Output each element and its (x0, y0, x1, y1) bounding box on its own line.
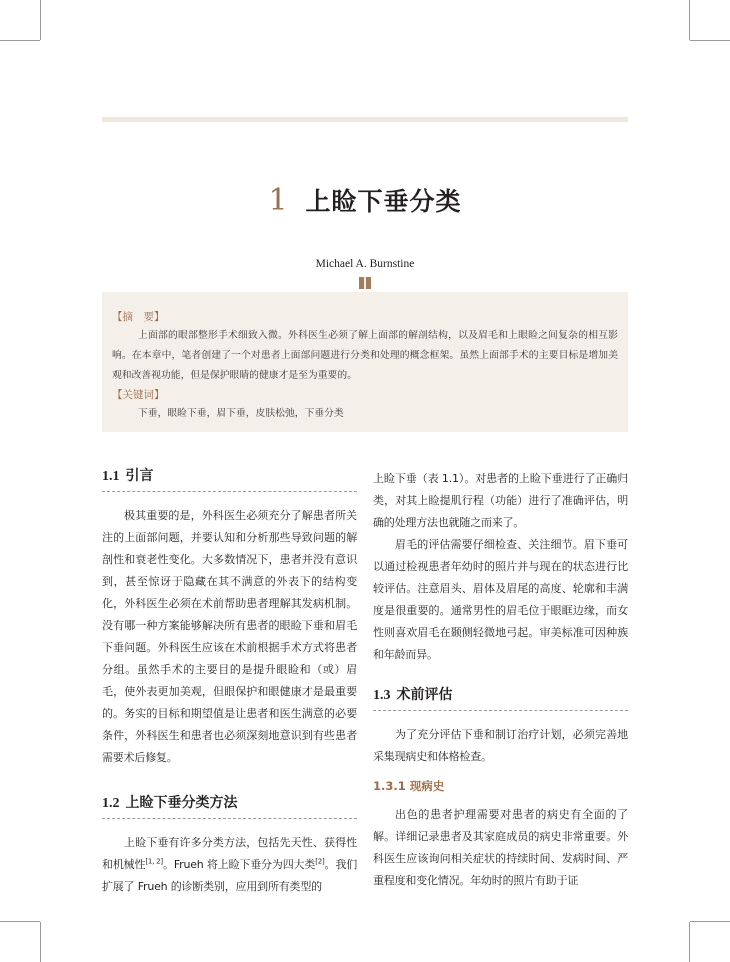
crop-mark-top-left-h (0, 40, 40, 41)
crop-mark-bottom-left-v (40, 922, 41, 962)
text-run: 。我们扩展了 Frueh 的诊断类别，应用到所有类型的 (102, 858, 357, 893)
paragraph: 出色的患者护理需要对患者的病史有全面的了解。详细记录患者及其家庭成员的病史非常重要。外科医生应该询问相关症状的持续时间、发病时间、严重程度和变化情况。年幼时的照片有助于证 (373, 808, 628, 887)
right-column (373, 468, 628, 892)
section-title: 引言 (125, 468, 154, 484)
crop-mark-bottom-left-h (0, 921, 40, 922)
paragraph-continued: 上睑下垂（表 1.1）。对患者的上睑下垂进行了正确归类，对其上睑提肌行程（功能）进行了准确评估，明确的处理方法也就随之而来了。 (373, 472, 628, 529)
keywords-label: 【关键词】 (112, 389, 165, 401)
chapter-title-text: 上睑下垂分类 (305, 187, 462, 216)
section-heading-1-2 (102, 792, 357, 819)
paragraph (102, 832, 357, 898)
keywords-text: 下垂，眼睑下垂，眉下垂，皮肤松弛，下垂分类 (138, 408, 344, 419)
text-run: 。Frueh 将上睑下垂分为四大类 (162, 858, 316, 871)
chapter-number: 1 (268, 182, 288, 218)
subsection-heading-1-3-1 (373, 778, 628, 794)
author: Michael A. Burnstine (315, 258, 415, 270)
left-column (102, 465, 357, 898)
citation: [1, 2] (145, 857, 163, 866)
paragraph: 眉毛的评估需要仔细检查、关注细节。眉下垂可以通过检视患者年幼时的照片并与现在的状态进行比较评估。注意眉头、眉体及眉尾的高度、轮廓和丰满度是很重要的。通常男性的眉毛位于眼眶边缘，而女性则喜欢眉毛在颞侧轻微地弓起。审美标准可因种族和年龄而异。 (373, 538, 628, 661)
section-number: 1.3 (373, 688, 391, 703)
crop-mark-bottom-right-v (689, 922, 690, 962)
crop-mark-top-right-v (689, 0, 690, 40)
abstract-text: 上面部的眼部整形手术细致入微。外科医生必须了解上面部的解剖结构，以及眉毛和上眼睑之间复杂的相互影响。在本章中，笔者创建了一个对患者上面部问题进行分类和处理的概念框架。虽然上面部手术的主要目标是增加美观和改善视功能，但是保护眼睛的健康才是至为重要的。 (112, 330, 618, 381)
section-number: 1.2 (102, 796, 120, 811)
text-run: 上睑下垂有许多分类方法，包括先天性、获得性和机械性 (102, 836, 357, 871)
crop-mark-top-right-h (690, 40, 730, 41)
citation: [2] (315, 857, 325, 866)
section-title: 术前评估 (396, 687, 453, 703)
paragraph: 极其重要的是，外科医生必须充分了解患者所关注的上面部问题，并要认知和分析那些导致问题的解剖性和衰老性变化。大多数情况下，患者并没有意识到，甚至惊讶于隐藏在其不满意的外表下的结构变化，外科医生必须在术前帮助患者理解其发病机制。没有哪一种方案能够解决所有患者的眼睑下垂和眉毛下垂问题。外科医生应该在术前根据手术方式将患者分组。虽然手术的主要目的是提升眼睑和（或）眉毛，使外表更加美观，但眼保护和眼健康才是最重要的。务实的目标和期望值是让患者和医生满意的必要条件，外科医生和患者也必须深刻地意识到有些患者需要术后修复。 (102, 509, 357, 764)
crop-mark-top-left-v (40, 0, 41, 40)
chapter-title (0, 182, 730, 218)
abstract-box (102, 292, 628, 432)
subsection-number: 1.3.1 (373, 779, 406, 793)
abstract-label: 【摘 要】 (112, 311, 165, 323)
section-title: 上睑下垂分类方法 (125, 795, 238, 811)
paragraph: 为了充分评估下垂和制订治疗计划，必须完善地采集现病史和体格检查。 (373, 728, 628, 763)
author-ornament (359, 277, 371, 289)
subsection-title: 现病史 (409, 779, 445, 793)
crop-mark-bottom-right-h (690, 921, 730, 922)
top-rule (102, 117, 628, 122)
section-number: 1.1 (102, 469, 120, 484)
section-heading-1-3 (373, 684, 628, 711)
section-heading-1-1 (102, 465, 357, 492)
